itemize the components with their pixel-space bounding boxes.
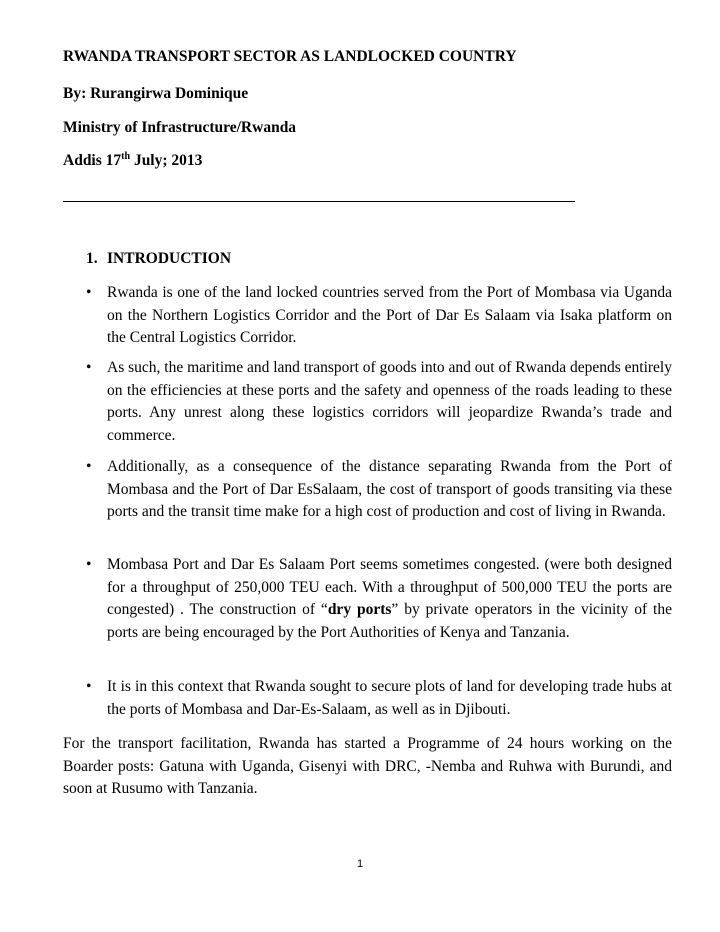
section-number: 1. — [86, 250, 98, 267]
date-superscript: th — [121, 150, 131, 162]
ministry-line: Ministry of Infrastructure/Rwanda — [63, 119, 297, 136]
list-item — [86, 456, 672, 524]
list-item — [86, 282, 672, 350]
dry-ports-term: dry ports — [327, 601, 392, 618]
date-line — [63, 151, 202, 171]
list-item — [86, 554, 672, 644]
section-heading — [86, 249, 231, 269]
bullet-icon: • — [86, 359, 92, 376]
bullet-icon: • — [86, 678, 92, 695]
list-item-text: Additionally, as a consequence of the distance separating Rwanda from the Port of Mombasa and the Port of Dar EsSalaam, the cost of transport of goods transiting via these ports and the transit time make for a high cost of production and cost of living in Rwanda. — [107, 458, 672, 520]
list-item-text: Rwanda is one of the land locked countries served from the Port of Mombasa via Uganda on the Northern Logistics Corridor and the Port of Dar Es Salaam via Isaka platform on the Central Logistics Corridor. — [107, 284, 672, 346]
author-line: By: Rurangirwa Dominique — [63, 85, 249, 102]
document-title: RWANDA TRANSPORT SECTOR AS LANDLOCKED COUNTRY — [63, 48, 517, 65]
list-item-text: It is in this context that Rwanda sought to secure plots of land for developing trade hubs at the ports of Mombasa and Dar-Es-Salaam, as well as in Djibouti. — [107, 678, 672, 718]
section-title: INTRODUCTION — [107, 250, 232, 267]
bullet-icon: • — [86, 556, 92, 573]
list-item — [86, 676, 672, 721]
date-suffix: July; 2013 — [130, 152, 203, 169]
bullet-icon: • — [86, 458, 92, 475]
list-item-text-after: ” by private operators in the vicinity of the ports are being encouraged by the Port Authorities of Kenya and Tanzania. — [107, 601, 672, 641]
date-prefix: Addis 17 — [63, 152, 122, 169]
closing-paragraph: For the transport facilitation, Rwanda has started a Programme of 24 hours working on the Boarder posts: Gatuna with Uganda, Gisenyi with DRC, -Nemba and Ruhwa with Burundi, and soon at Rusumo with Tanzania. — [63, 735, 672, 797]
page-number: 1 — [356, 858, 364, 870]
list-item — [86, 357, 672, 447]
list-item-text — [107, 554, 672, 644]
bullet-icon: • — [86, 284, 92, 301]
list-item-text: As such, the maritime and land transport of goods into and out of Rwanda depends entirely on the efficiencies at these ports and the safety and openness of the roads leading to these ports. Any unrest along these logistics corridors will jeopardize Rwanda’s trade and commerce. — [107, 359, 672, 444]
list-item-text-before: Mombasa Port and Dar Es Salaam Port seems sometimes congested. (were both designed for a throughput of 250,000 TEU each. With a throughput of 500,000 TEU the ports are congested) . The construction of “ — [107, 556, 672, 618]
horizontal-rule — [63, 201, 575, 202]
